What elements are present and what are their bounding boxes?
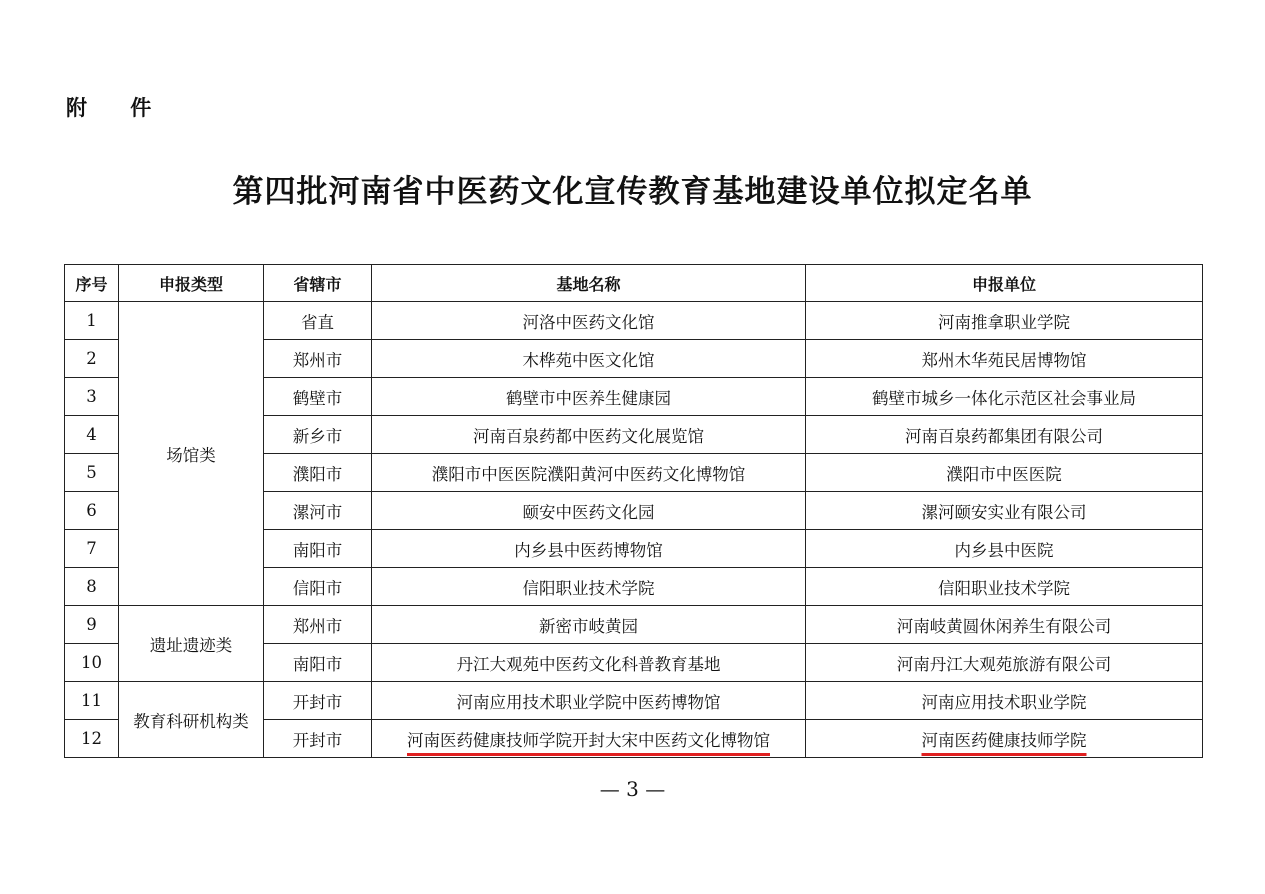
cell-city: 鹤壁市 xyxy=(264,378,372,416)
cell-applicant-unit xyxy=(806,720,1203,758)
cell-base-name: 木桦苑中医文化馆 xyxy=(372,340,806,378)
cell-base-name: 鹤壁市中医养生健康园 xyxy=(372,378,806,416)
cell-base-name: 信阳职业技术学院 xyxy=(372,568,806,606)
cell-no: 4 xyxy=(65,416,119,454)
cell-base-name: 新密市岐黄园 xyxy=(372,606,806,644)
cell-applicant-unit: 信阳职业技术学院 xyxy=(806,568,1203,606)
attachment-label: 附 件 xyxy=(66,96,170,120)
cell-city: 郑州市 xyxy=(264,606,372,644)
cell-base-name: 濮阳市中医医院濮阳黄河中医药文化博物馆 xyxy=(372,454,806,492)
cell-city: 开封市 xyxy=(264,682,372,720)
document-title: 第四批河南省中医药文化宣传教育基地建设单位拟定名单 xyxy=(232,174,1033,210)
cell-city: 信阳市 xyxy=(264,568,372,606)
cell-no: 1 xyxy=(65,302,119,340)
cell-applicant-unit: 濮阳市中医医院 xyxy=(806,454,1203,492)
cell-applicant-unit: 内乡县中医院 xyxy=(806,530,1203,568)
cell-applicant-unit: 河南岐黄圆休闲养生有限公司 xyxy=(806,606,1203,644)
category-education-research: 教育科研机构类 xyxy=(119,682,264,758)
cell-city: 省直 xyxy=(264,302,372,340)
header-base-name: 基地名称 xyxy=(372,265,806,302)
cell-base-name: 河洛中医药文化馆 xyxy=(372,302,806,340)
page-number: — 3 — xyxy=(599,777,666,801)
header-no: 序号 xyxy=(65,265,119,302)
cell-base-name: 内乡县中医药博物馆 xyxy=(372,530,806,568)
cell-applicant-unit: 郑州木华苑民居博物馆 xyxy=(806,340,1203,378)
cell-base-name: 丹江大观苑中医药文化科普教育基地 xyxy=(372,644,806,682)
cell-no: 8 xyxy=(65,568,119,606)
cell-base-name: 河南应用技术职业学院中医药博物馆 xyxy=(372,682,806,720)
table-row xyxy=(65,302,1203,340)
header-city: 省辖市 xyxy=(264,265,372,302)
highlighted-base-name: 河南医药健康技师学院开封大宋中医药文化博物馆 xyxy=(407,730,770,750)
cell-applicant-unit: 河南丹江大观苑旅游有限公司 xyxy=(806,644,1203,682)
cell-no: 12 xyxy=(65,720,119,758)
cell-city: 开封市 xyxy=(264,720,372,758)
header-applicant-unit: 申报单位 xyxy=(806,265,1203,302)
category-relic: 遗址遗迹类 xyxy=(119,606,264,682)
cell-base-name: 颐安中医药文化园 xyxy=(372,492,806,530)
cell-no: 3 xyxy=(65,378,119,416)
cell-base-name: 河南百泉药都中医药文化展览馆 xyxy=(372,416,806,454)
cell-applicant-unit: 河南推拿职业学院 xyxy=(806,302,1203,340)
cell-no: 6 xyxy=(65,492,119,530)
highlighted-applicant-unit: 河南医药健康技师学院 xyxy=(921,730,1087,750)
cell-base-name xyxy=(372,720,806,758)
cell-no: 7 xyxy=(65,530,119,568)
category-venue: 场馆类 xyxy=(119,302,264,606)
cell-city: 南阳市 xyxy=(264,644,372,682)
table-header-row xyxy=(65,265,1203,302)
base-list-table xyxy=(64,264,1203,758)
cell-applicant-unit: 鹤壁市城乡一体化示范区社会事业局 xyxy=(806,378,1203,416)
cell-no: 2 xyxy=(65,340,119,378)
header-type: 申报类型 xyxy=(119,265,264,302)
cell-no: 5 xyxy=(65,454,119,492)
cell-applicant-unit: 河南应用技术职业学院 xyxy=(806,682,1203,720)
cell-city: 南阳市 xyxy=(264,530,372,568)
table-row xyxy=(65,606,1203,644)
cell-no: 10 xyxy=(65,644,119,682)
cell-city: 郑州市 xyxy=(264,340,372,378)
cell-no: 11 xyxy=(65,682,119,720)
cell-city: 濮阳市 xyxy=(264,454,372,492)
cell-no: 9 xyxy=(65,606,119,644)
cell-city: 漯河市 xyxy=(264,492,372,530)
cell-city: 新乡市 xyxy=(264,416,372,454)
table-row xyxy=(65,682,1203,720)
cell-applicant-unit: 河南百泉药都集团有限公司 xyxy=(806,416,1203,454)
cell-applicant-unit: 漯河颐安实业有限公司 xyxy=(806,492,1203,530)
